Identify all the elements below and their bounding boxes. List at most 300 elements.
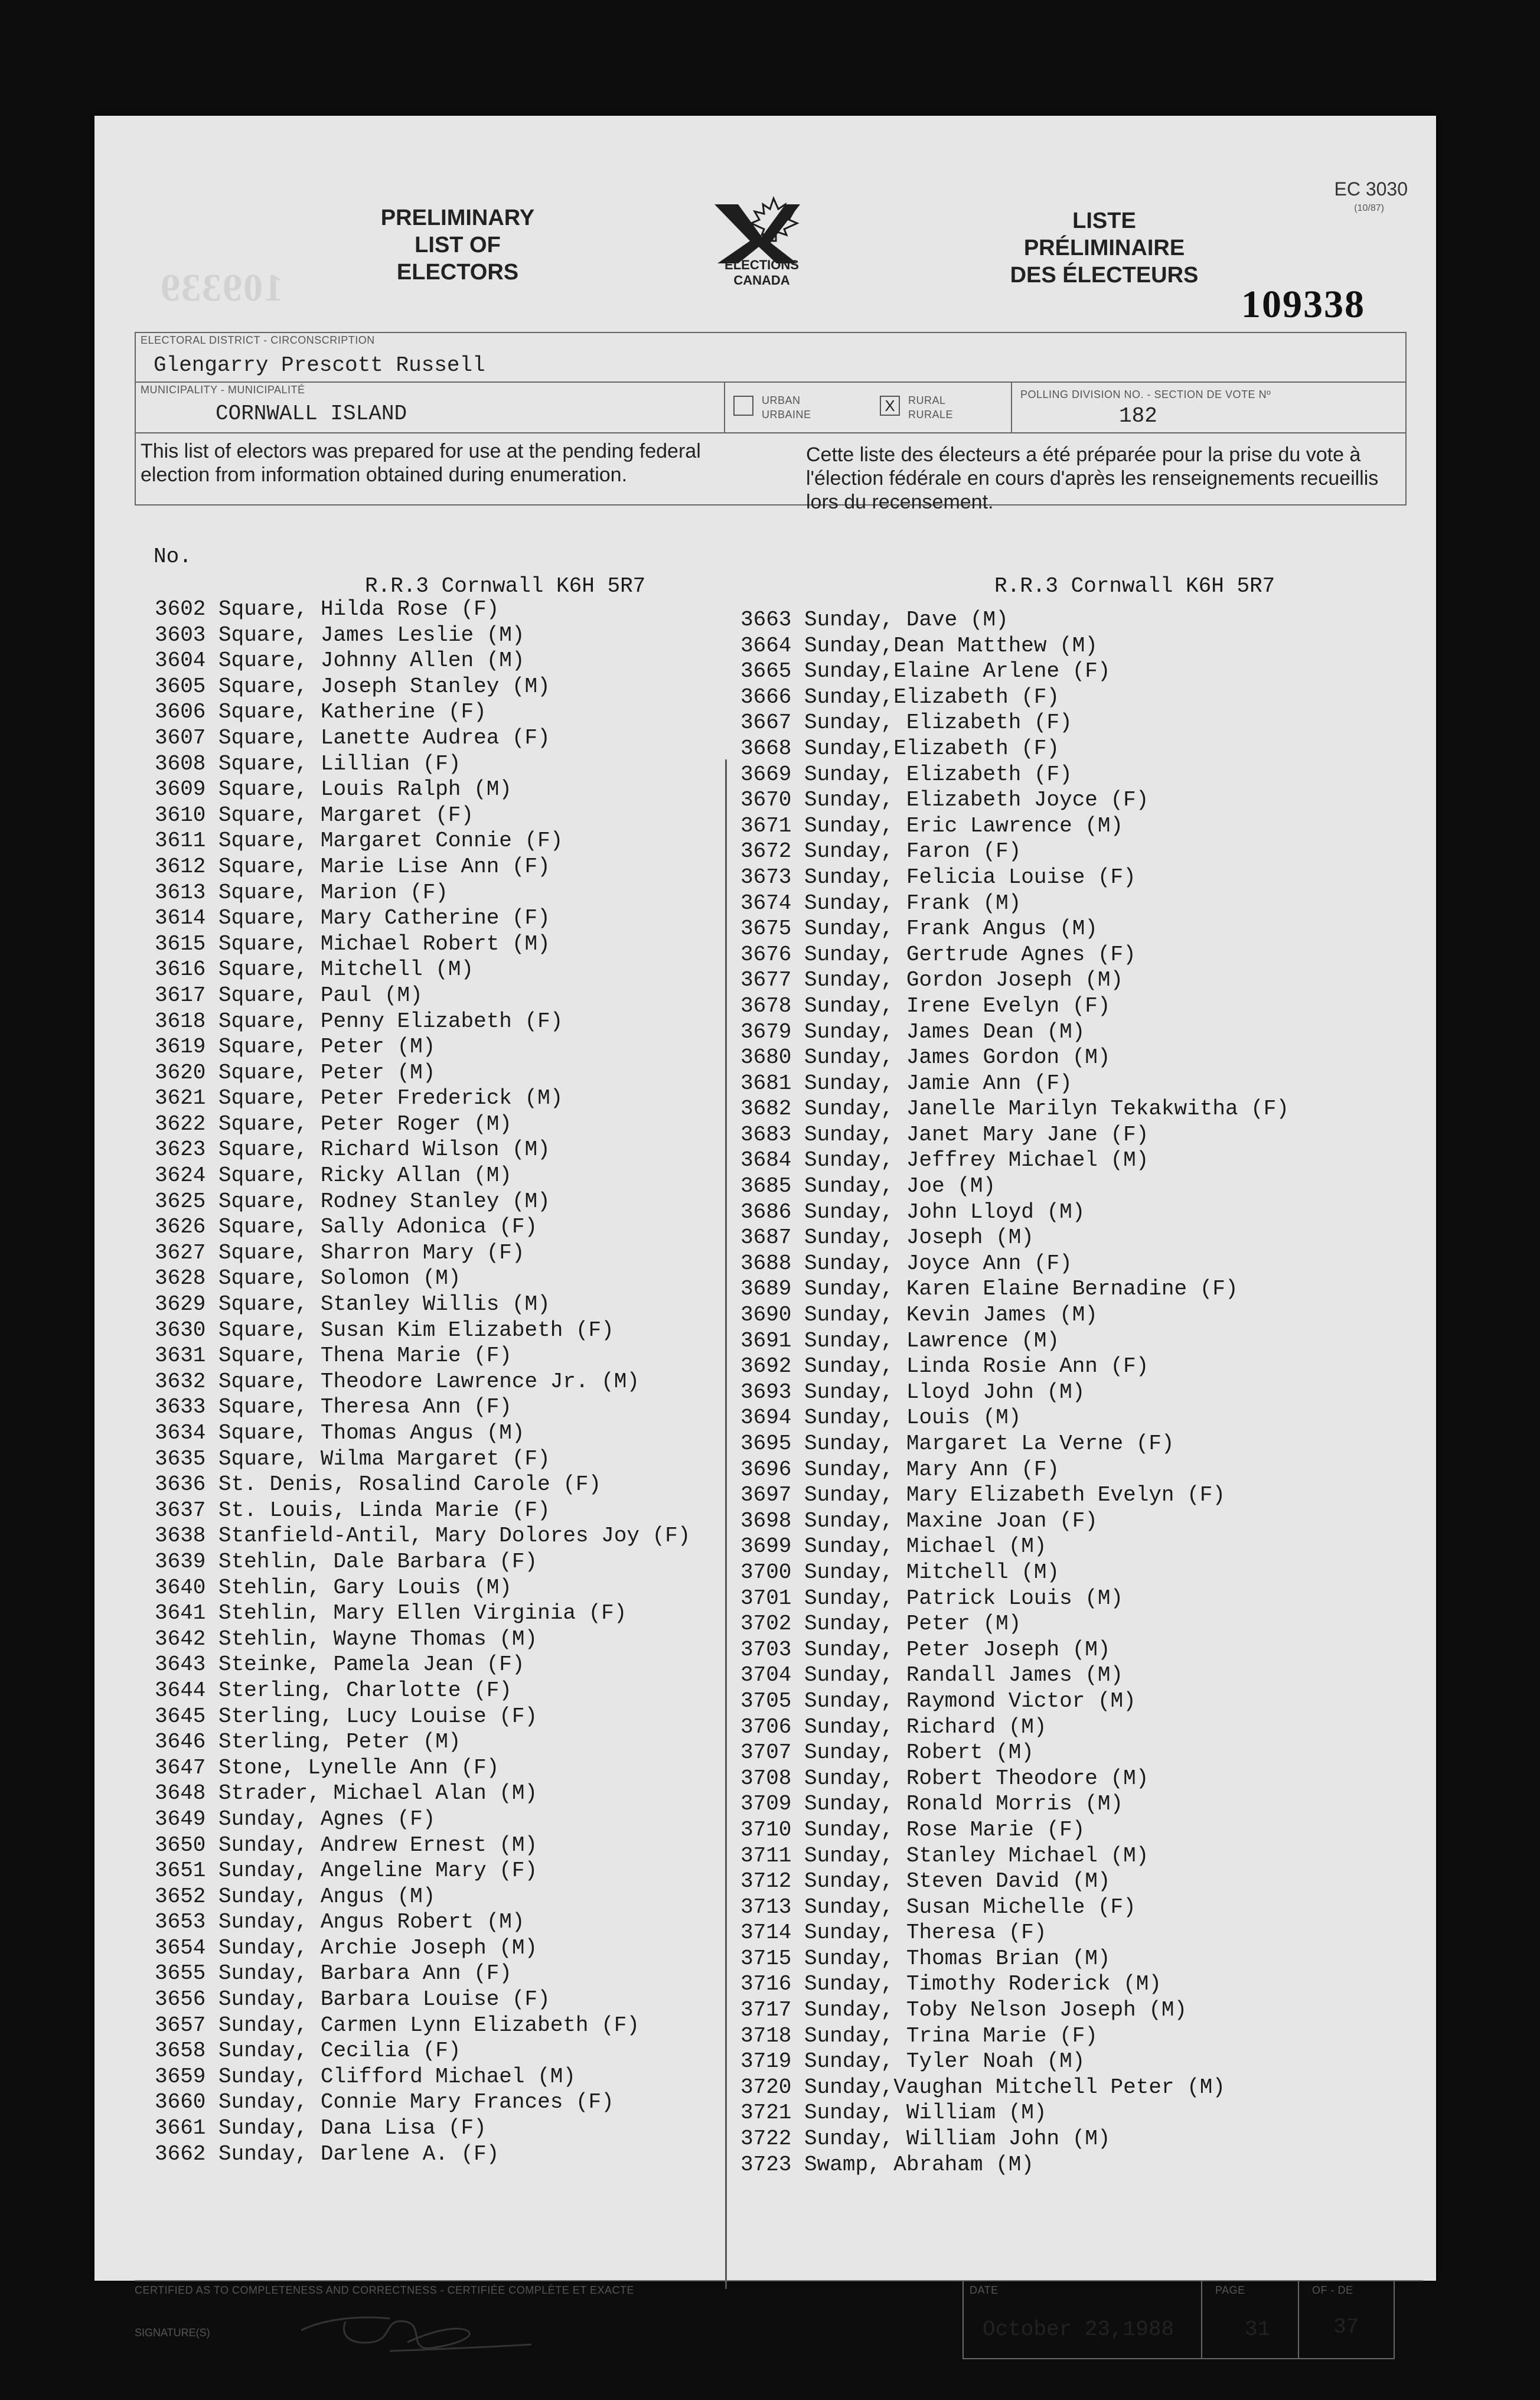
elector-row [740, 1971, 1289, 1997]
elector-name: Sunday, Janet Mary Jane (F) [804, 1122, 1149, 1147]
elector-name: Square, Joseph Stanley (M) [218, 674, 550, 699]
elector-number: 3640 [155, 1575, 206, 1600]
elector-number: 3611 [155, 829, 206, 853]
elector-row [155, 1085, 690, 1111]
elector-row [155, 1420, 690, 1446]
elector-row [740, 2152, 1289, 2178]
elector-name: Square, Margaret Connie (F) [218, 829, 563, 853]
elector-row [155, 1806, 690, 1832]
elector-row [740, 1586, 1289, 1612]
elector-name: Sunday, Margaret La Verne (F) [804, 1431, 1174, 1456]
elector-row [740, 2100, 1289, 2126]
elector-number: 3716 [740, 1972, 792, 1997]
elector-number: 3674 [740, 891, 792, 915]
elector-number: 3689 [740, 1277, 792, 1302]
elector-number: 3709 [740, 1792, 792, 1817]
elector-number: 3614 [155, 906, 206, 931]
elector-row [155, 1987, 690, 2013]
elector-row [155, 1729, 690, 1755]
elector-number: 3720 [740, 2075, 792, 2099]
elector-number: 3721 [740, 2101, 792, 2125]
elector-name: Square, Hilda Rose (F) [218, 597, 500, 621]
elector-number: 3647 [155, 1755, 206, 1780]
elector-name: Square, Peter Roger (M) [218, 1111, 512, 1136]
elector-number: 3630 [155, 1318, 206, 1342]
elector-row [155, 2141, 690, 2167]
elector-name: Sunday, Karen Elaine Bernadine (F) [804, 1277, 1238, 1302]
elector-name: Square, Theresa Ann (F) [218, 1395, 512, 1420]
elector-row [155, 751, 690, 777]
elector-name: Sunday, Robert (M) [804, 1740, 1034, 1765]
elector-name: Sterling, Peter (M) [218, 1730, 461, 1755]
elector-row [155, 1498, 690, 1524]
elector-row [740, 1122, 1289, 1148]
elector-number: 3692 [740, 1354, 792, 1379]
signature-icon [289, 2295, 537, 2360]
elector-name: Sunday, Carmen Lynn Elizabeth (F) [218, 2013, 640, 2037]
elector-name: Sunday, Faron (F) [804, 839, 1022, 864]
elector-number: 3667 [740, 710, 792, 735]
elector-number: 3602 [155, 597, 206, 621]
rural-label-fr: RURALE [908, 409, 954, 420]
notice-french: Cette liste des électeurs a été préparée pour la prise du vote à l'élection fédérale en cours d'après les renseignements recueillis lors du recensement. [806, 444, 1379, 513]
elector-number: 3648 [155, 1781, 206, 1806]
elector-number: 3671 [740, 813, 792, 838]
logo-line-2: CANADA [733, 273, 790, 288]
elector-number: 3701 [740, 1586, 792, 1610]
elector-name: Sunday,Vaughan Mitchell Peter (M) [804, 2075, 1225, 2099]
elector-number: 3715 [740, 1946, 792, 1971]
elector-list-right [740, 607, 1289, 2177]
elector-number: 3718 [740, 2023, 792, 2048]
elector-row [155, 1266, 690, 1292]
municipality-value: CORNWALL ISLAND [216, 402, 407, 426]
elector-row [740, 1560, 1289, 1586]
elector-name: Square, Richard Wilson (M) [218, 1137, 550, 1162]
elector-number: 3682 [740, 1097, 792, 1121]
elector-name: Sunday, Barbara Louise (F) [218, 1987, 550, 2012]
elector-number: 3708 [740, 1766, 792, 1791]
elector-row [155, 1575, 690, 1601]
elector-row [740, 1431, 1289, 1457]
elector-row [155, 1214, 690, 1240]
elector-row [155, 674, 690, 700]
elector-name: Sunday, Lloyd John (M) [804, 1380, 1085, 1404]
elector-number: 3664 [740, 633, 792, 658]
elector-row [155, 2064, 690, 2090]
elector-name: Sunday, James Gordon (M) [804, 1045, 1111, 1070]
elector-row [740, 1199, 1289, 1225]
elector-number: 3649 [155, 1806, 206, 1831]
elector-name: Stehlin, Mary Ellen Virginia (F) [218, 1601, 627, 1626]
elector-row [740, 1662, 1289, 1688]
elector-name: Strader, Michael Alan (M) [218, 1781, 538, 1806]
elector-row [155, 1858, 690, 1884]
elector-row [155, 1678, 690, 1704]
elector-row [740, 1173, 1289, 1199]
elector-name: Sunday, Barbara Ann (F) [218, 1961, 512, 1986]
elector-name: Sunday, Frank (M) [804, 891, 1022, 915]
elector-number: 3651 [155, 1858, 206, 1883]
elector-row [155, 880, 690, 906]
elector-number: 3662 [155, 2141, 206, 2166]
elector-number: 3645 [155, 1704, 206, 1729]
elector-number: 3636 [155, 1472, 206, 1497]
elector-number: 3612 [155, 854, 206, 879]
elector-number: 3656 [155, 1987, 206, 2012]
elector-name: Sterling, Lucy Louise (F) [218, 1704, 538, 1729]
elector-name: Sunday, William (M) [804, 2101, 1047, 2125]
elector-name: Sunday, Mitchell (M) [804, 1560, 1060, 1584]
ghost-serial: 109339 [159, 266, 283, 309]
elector-number: 3723 [740, 2152, 792, 2177]
elector-name: Sunday, Archie Joseph (M) [218, 1935, 538, 1960]
elector-row [740, 993, 1289, 1019]
elector-name: Sunday,Elaine Arlene (F) [804, 659, 1111, 684]
elector-number: 3624 [155, 1163, 206, 1188]
elector-name: Sunday, Joseph (M) [804, 1225, 1034, 1250]
elector-name: Steinke, Pamela Jean (F) [218, 1652, 525, 1677]
elector-row [155, 1137, 690, 1163]
elector-row [155, 1935, 690, 1961]
elector-number: 3610 [155, 803, 206, 827]
elector-row [740, 2049, 1289, 2075]
elector-number: 3663 [740, 608, 792, 632]
elector-name: Square, Theodore Lawrence Jr. (M) [218, 1369, 640, 1394]
elector-number: 3609 [155, 777, 206, 802]
elector-row [155, 1111, 690, 1137]
elector-number: 3695 [740, 1431, 792, 1456]
elector-row [740, 1714, 1289, 1740]
elector-row [155, 622, 690, 648]
elector-name: Sunday, Thomas Brian (M) [804, 1946, 1111, 1971]
elector-row [155, 2038, 690, 2064]
form-code: EC 3030 [1334, 178, 1408, 200]
elector-number: 3673 [740, 865, 792, 889]
elector-number: 3711 [740, 1843, 792, 1868]
elector-number: 3680 [740, 1045, 792, 1070]
elector-number: 3652 [155, 1884, 206, 1909]
elector-number: 3702 [740, 1612, 792, 1636]
elector-row [155, 1961, 690, 1987]
elector-number: 3669 [740, 762, 792, 787]
title-french [974, 207, 1234, 289]
elector-number: 3707 [740, 1740, 792, 1765]
elector-name: Sunday, Stanley Michael (M) [804, 1843, 1149, 1868]
elector-number: 3635 [155, 1446, 206, 1471]
elector-row [740, 1251, 1289, 1277]
elector-number: 3660 [155, 2090, 206, 2115]
elector-number: 3687 [740, 1225, 792, 1250]
elector-number: 3617 [155, 983, 206, 1007]
elector-number: 3685 [740, 1174, 792, 1199]
elector-number: 3677 [740, 968, 792, 993]
elector-name: Sunday, Agnes (F) [218, 1806, 436, 1831]
title-fr-line-3: DES ÉLECTEURS [1010, 263, 1199, 288]
number-column-label: No. [154, 544, 192, 569]
title-en-line-3: ELECTORS [396, 260, 519, 285]
elector-row [740, 1147, 1289, 1173]
rural-label-en: RURAL [908, 394, 946, 406]
elector-row [740, 787, 1289, 813]
elector-row [740, 1302, 1289, 1328]
elector-number: 3615 [155, 931, 206, 956]
elector-row [740, 1225, 1289, 1251]
elector-row [740, 1380, 1289, 1406]
polling-division-label: POLLING DIVISION NO. - SECTION DE VOTE Nº [1020, 389, 1271, 400]
elector-name: Sunday,Elizabeth (F) [804, 684, 1060, 709]
certified-label: CERTIFIED AS TO COMPLETENESS AND CORRECTNESS - CERTIFIÉE COMPLÈTE ET EXACTE [135, 2284, 634, 2296]
elector-name: Sunday,Elizabeth (F) [804, 736, 1060, 761]
elector-row [740, 1920, 1289, 1946]
elector-name: Square, Solomon (M) [218, 1266, 461, 1291]
elector-number: 3622 [155, 1111, 206, 1136]
municipality-label: MUNICIPALITY - MUNICIPALITÉ [141, 384, 305, 396]
elector-name: Square, Sharron Mary (F) [218, 1240, 525, 1265]
elector-row [740, 1534, 1289, 1560]
elector-row [155, 1549, 690, 1575]
rural-checkbox: X [880, 396, 900, 416]
elector-number: 3672 [740, 839, 792, 864]
elector-name: Sunday, Peter Joseph (M) [804, 1637, 1111, 1662]
elector-name: Sunday, Andrew Ernest (M) [218, 1832, 538, 1857]
elector-number: 3638 [155, 1524, 206, 1548]
elector-row [740, 967, 1289, 993]
elector-number: 3628 [155, 1266, 206, 1291]
elector-number: 3686 [740, 1199, 792, 1224]
elector-row [740, 1637, 1289, 1663]
elector-row [740, 1508, 1289, 1534]
elector-row [155, 1626, 690, 1652]
elector-row [155, 1446, 690, 1472]
elector-name: Sunday, William John (M) [804, 2127, 1111, 2151]
elector-row [155, 1600, 690, 1626]
elector-row [155, 1884, 690, 1910]
elector-number: 3693 [740, 1380, 792, 1404]
elector-number: 3668 [740, 736, 792, 761]
elector-number: 3703 [740, 1637, 792, 1662]
elector-row [740, 1843, 1289, 1869]
elector-name: Square, Mitchell (M) [218, 957, 474, 982]
elector-row [155, 1343, 690, 1369]
elector-row [155, 1060, 690, 1086]
elector-name: Swamp, Abraham (M) [804, 2152, 1034, 2177]
elector-number: 3665 [740, 659, 792, 684]
elector-name: Sunday, Frank Angus (M) [804, 917, 1098, 941]
elector-number: 3626 [155, 1215, 206, 1240]
elector-row [740, 1740, 1289, 1766]
elector-number: 3629 [155, 1292, 206, 1317]
elector-name: Sunday, Janelle Marilyn Tekakwitha (F) [804, 1097, 1289, 1121]
elector-row [155, 1472, 690, 1498]
elector-row [155, 1318, 690, 1344]
elector-number: 3625 [155, 1189, 206, 1214]
elector-number: 3700 [740, 1560, 792, 1584]
elector-number: 3627 [155, 1240, 206, 1265]
elector-name: Square, Katherine (F) [218, 700, 487, 725]
elector-row [740, 762, 1289, 788]
elector-name: Square, Lanette Audrea (F) [218, 725, 550, 750]
elector-number: 3604 [155, 648, 206, 673]
elector-row [740, 1766, 1289, 1792]
elector-row [740, 916, 1289, 942]
district-value: Glengarry Prescott Russell [154, 353, 485, 377]
elector-number: 3634 [155, 1421, 206, 1445]
elector-name: Sunday, Elizabeth Joyce (F) [804, 788, 1149, 813]
elector-name: Sunday, Robert Theodore (M) [804, 1766, 1149, 1791]
elector-number: 3659 [155, 2064, 206, 2089]
elector-row [155, 2013, 690, 2039]
elector-name: Square, Paul (M) [218, 983, 423, 1007]
elector-name: Square, Marie Lise Ann (F) [218, 854, 550, 879]
elector-name: Square, Mary Catherine (F) [218, 906, 550, 931]
elector-name: Square, Marion (F) [218, 880, 448, 905]
elector-row [155, 828, 690, 854]
elector-name: Sunday, Theresa (F) [804, 1920, 1047, 1945]
elector-number: 3618 [155, 1009, 206, 1033]
elector-name: Sunday, Cecilia (F) [218, 2039, 461, 2063]
elector-number: 3712 [740, 1869, 792, 1894]
elector-number: 3698 [740, 1508, 792, 1533]
elector-name: Square, Louis Ralph (M) [218, 777, 512, 802]
elector-name: Sunday, Darlene A. (F) [218, 2141, 500, 2166]
elector-name: Sunday, Angus Robert (M) [218, 1910, 525, 1935]
district-label: ELECTORAL DISTRICT - CIRCONSCRIPTION [141, 334, 375, 346]
elector-row [740, 1817, 1289, 1843]
elector-name: Sunday, Susan Michelle (F) [804, 1894, 1136, 1919]
elector-number: 3658 [155, 2039, 206, 2063]
elector-row [155, 931, 690, 957]
elector-row [155, 2089, 690, 2115]
urban-label-en: URBAN [762, 394, 801, 406]
elector-number: 3653 [155, 1910, 206, 1935]
elector-number: 3696 [740, 1457, 792, 1482]
elector-name: Sunday, Steven David (M) [804, 1869, 1111, 1894]
elector-number: 3650 [155, 1832, 206, 1857]
elector-name: Square, Lillian (F) [218, 751, 461, 776]
elector-number: 3623 [155, 1137, 206, 1162]
elector-row [155, 699, 690, 725]
elector-row [740, 1869, 1289, 1894]
elector-number: 3717 [740, 1998, 792, 2023]
elector-number: 3631 [155, 1344, 206, 1368]
elector-name: Sunday,Dean Matthew (M) [804, 633, 1098, 658]
elector-row [155, 725, 690, 751]
elector-number: 3657 [155, 2013, 206, 2037]
elector-name: Sunday, Irene Evelyn (F) [804, 993, 1111, 1018]
elector-row [740, 1894, 1289, 1920]
elector-name: Sunday, Rose Marie (F) [804, 1817, 1085, 1842]
elector-name: Sunday, Toby Nelson Joseph (M) [804, 1998, 1187, 2023]
elector-number: 3641 [155, 1601, 206, 1626]
urban-label [762, 393, 811, 422]
elector-name: Sunday, Dave (M) [804, 608, 1009, 632]
elector-name: Square, Susan Kim Elizabeth (F) [218, 1318, 614, 1342]
elector-number: 3678 [740, 993, 792, 1018]
elector-name: Sunday, Angeline Mary (F) [218, 1858, 538, 1883]
elector-row [155, 1523, 690, 1549]
title-en-line-2: LIST OF [415, 233, 501, 257]
elector-name: Square, Sally Adonica (F) [218, 1215, 538, 1240]
column-divider [725, 759, 727, 2289]
elector-name: Square, Penny Elizabeth (F) [218, 1009, 563, 1033]
elector-row [740, 1045, 1289, 1071]
elector-name: Sunday, Raymond Victor (M) [804, 1688, 1136, 1713]
elector-number: 3690 [740, 1303, 792, 1328]
elector-name: Square, Johnny Allen (M) [218, 648, 525, 673]
elector-name: Square, Peter (M) [218, 1035, 436, 1059]
elector-name: Square, Margaret (F) [218, 803, 474, 827]
elector-row [740, 1611, 1289, 1637]
elector-row [740, 607, 1289, 633]
elector-row [155, 1034, 690, 1060]
elector-number: 3603 [155, 622, 206, 647]
elector-number: 3699 [740, 1534, 792, 1559]
elector-list-left [155, 596, 690, 2167]
elector-row [155, 1292, 690, 1318]
elector-number: 3683 [740, 1122, 792, 1147]
elector-number: 3621 [155, 1086, 206, 1111]
elector-number: 3706 [740, 1714, 792, 1739]
elector-row [155, 983, 690, 1009]
elector-name: Square, Wilma Margaret (F) [218, 1446, 550, 1471]
elector-name: Sunday, Lawrence (M) [804, 1328, 1060, 1353]
elector-name: Sunday, Gordon Joseph (M) [804, 968, 1124, 993]
elector-name: Sunday, Connie Mary Frances (F) [218, 2090, 614, 2115]
elector-name: Square, James Leslie (M) [218, 622, 525, 647]
elector-number: 3670 [740, 788, 792, 813]
elector-number: 3607 [155, 725, 206, 750]
logo-caption [691, 257, 833, 288]
elector-name: Sunday, Angus (M) [218, 1884, 436, 1909]
elector-row [155, 1369, 690, 1395]
elector-name: Sunday, John Lloyd (M) [804, 1199, 1085, 1224]
elector-row [740, 1276, 1289, 1302]
elector-row [155, 1781, 690, 1806]
elector-name: Sunday, Randall James (M) [804, 1663, 1124, 1688]
elector-number: 3619 [155, 1035, 206, 1059]
signature-label: SIGNATURE(S) [135, 2327, 210, 2339]
elector-row [155, 1909, 690, 1935]
elector-name: Sunday, Gertrude Agnes (F) [804, 942, 1136, 967]
elector-number: 3632 [155, 1369, 206, 1394]
elector-number: 3710 [740, 1817, 792, 1842]
elector-row [155, 803, 690, 829]
notice-english: This list of electors was prepared for use at the pending federal election from information obtained during enumeration. [141, 440, 701, 486]
elector-number: 3643 [155, 1652, 206, 1677]
elector-number: 3633 [155, 1395, 206, 1420]
elector-name: Square, Stanley Willis (M) [218, 1292, 550, 1317]
elector-row [740, 1457, 1289, 1483]
elector-number: 3613 [155, 880, 206, 905]
elector-name: Stehlin, Dale Barbara (F) [218, 1549, 538, 1574]
page-label: PAGE [1215, 2284, 1245, 2296]
elector-name: Sunday, Kevin James (M) [804, 1303, 1098, 1328]
elector-name: Square, Thena Marie (F) [218, 1344, 512, 1368]
elector-name: Sunday, Joyce Ann (F) [804, 1251, 1072, 1276]
elector-name: Sunday, Elizabeth (F) [804, 762, 1072, 787]
elector-number: 3684 [740, 1148, 792, 1173]
elector-number: 3679 [740, 1019, 792, 1044]
elector-row [740, 1482, 1289, 1508]
elector-row [155, 1009, 690, 1035]
elector-row [740, 891, 1289, 917]
elector-name: Sunday, Trina Marie (F) [804, 2023, 1098, 2048]
elector-row [155, 1704, 690, 1730]
elector-row [155, 1240, 690, 1266]
date-label: DATE [970, 2284, 999, 2296]
elector-name: St. Denis, Rosalind Carole (F) [218, 1472, 602, 1497]
